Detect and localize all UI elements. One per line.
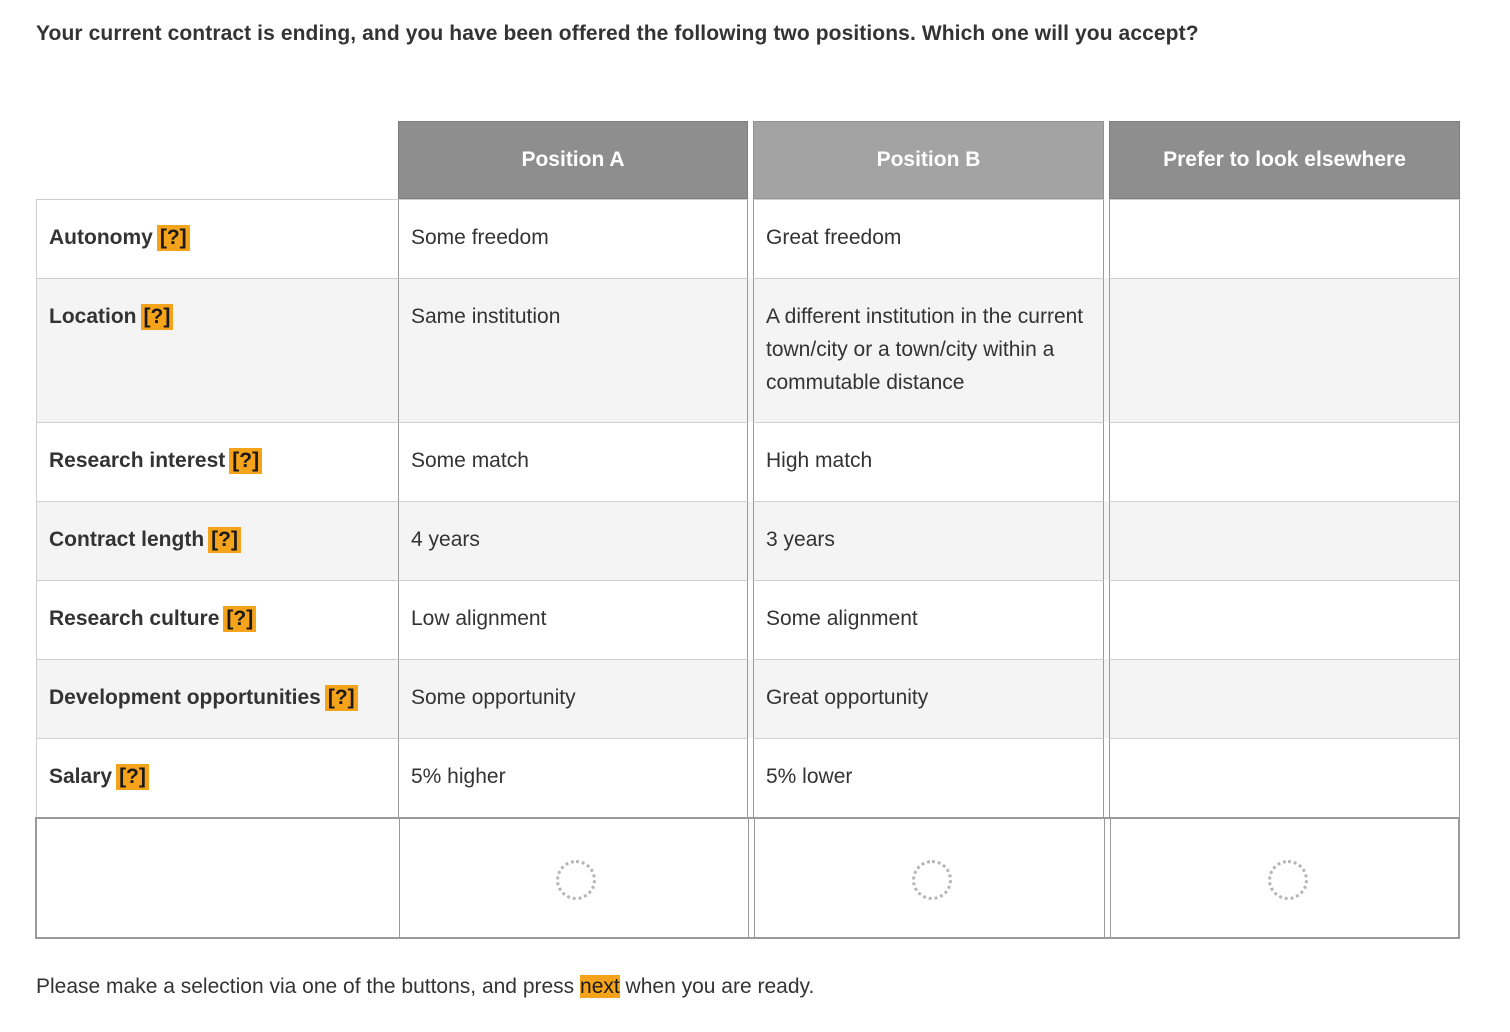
help-button-research-interest[interactable]: [?] (229, 448, 262, 474)
position-a-value: 5% higher (398, 738, 748, 817)
position-b-value: Great opportunity (753, 659, 1104, 738)
table-row-research-interest (36, 422, 1460, 501)
elsewhere-value (1109, 199, 1460, 278)
attribute-name: Salary (49, 765, 113, 788)
next-keyword-highlight[interactable]: next (580, 975, 620, 998)
help-button-location[interactable]: [?] (141, 304, 174, 330)
instruction-suffix: when you are ready. (619, 975, 815, 998)
position-b-value: A different institution in the current town/city or a town/city within a commutable distance (753, 278, 1104, 422)
position-b-value: Some alignment (753, 580, 1104, 659)
attribute-label (36, 278, 398, 422)
position-a-value: Low alignment (398, 580, 748, 659)
help-button-salary[interactable]: [?] (116, 764, 149, 790)
elsewhere-value (1109, 580, 1460, 659)
header-prefer-elsewhere: Prefer to look elsewhere (1109, 121, 1460, 199)
table-row-research-culture (36, 580, 1460, 659)
help-button-autonomy[interactable]: [?] (157, 225, 190, 251)
choice-row (35, 817, 1460, 939)
attribute-name: Location (49, 305, 137, 328)
attribute-label (36, 199, 398, 278)
attribute-label (36, 501, 398, 580)
choice-cell-position-b[interactable] (754, 819, 1105, 937)
radio-position-a[interactable] (556, 860, 596, 900)
header-position-a: Position A (398, 121, 748, 199)
attribute-label (36, 659, 398, 738)
position-a-value: Some match (398, 422, 748, 501)
position-b-value: 5% lower (753, 738, 1104, 817)
elsewhere-value (1109, 422, 1460, 501)
position-a-value: Some freedom (398, 199, 748, 278)
instruction-text (36, 975, 814, 999)
attribute-label (36, 738, 398, 817)
table-row-contract-length (36, 501, 1460, 580)
choice-cell-position-a[interactable] (399, 819, 749, 937)
position-b-value: Great freedom (753, 199, 1104, 278)
table-row-development-opportunities (36, 659, 1460, 738)
choice-cell-prefer-elsewhere[interactable] (1110, 819, 1460, 937)
attribute-name: Research culture (49, 607, 220, 630)
attribute-name: Autonomy (49, 226, 153, 249)
question-text: Your current contract is ending, and you have been offered the following two positions. Which one will you accept? (36, 22, 1199, 45)
help-button-development-opportunities[interactable]: [?] (325, 685, 358, 711)
elsewhere-value (1109, 738, 1460, 817)
position-b-value: High match (753, 422, 1104, 501)
header-position-b: Position B (753, 121, 1104, 199)
table-row-salary (36, 738, 1460, 817)
attribute-name: Development opportunities (49, 686, 321, 709)
table-row-location (36, 278, 1460, 422)
help-button-research-culture[interactable]: [?] (223, 606, 256, 632)
radio-prefer-elsewhere[interactable] (1268, 860, 1308, 900)
elsewhere-value (1109, 501, 1460, 580)
instruction-prefix: Please make a selection via one of the buttons, and press (36, 975, 581, 998)
choice-row-label-cell (37, 819, 399, 937)
attribute-label (36, 580, 398, 659)
attribute-name: Contract length (49, 528, 205, 551)
elsewhere-value (1109, 278, 1460, 422)
elsewhere-value (1109, 659, 1460, 738)
attribute-label (36, 422, 398, 501)
radio-position-b[interactable] (912, 860, 952, 900)
position-a-value: 4 years (398, 501, 748, 580)
position-b-value: 3 years (753, 501, 1104, 580)
table-row-autonomy (36, 199, 1460, 278)
position-a-value: Same institution (398, 278, 748, 422)
attribute-name: Research interest (49, 449, 226, 472)
position-a-value: Some opportunity (398, 659, 748, 738)
help-button-contract-length[interactable]: [?] (208, 527, 241, 553)
